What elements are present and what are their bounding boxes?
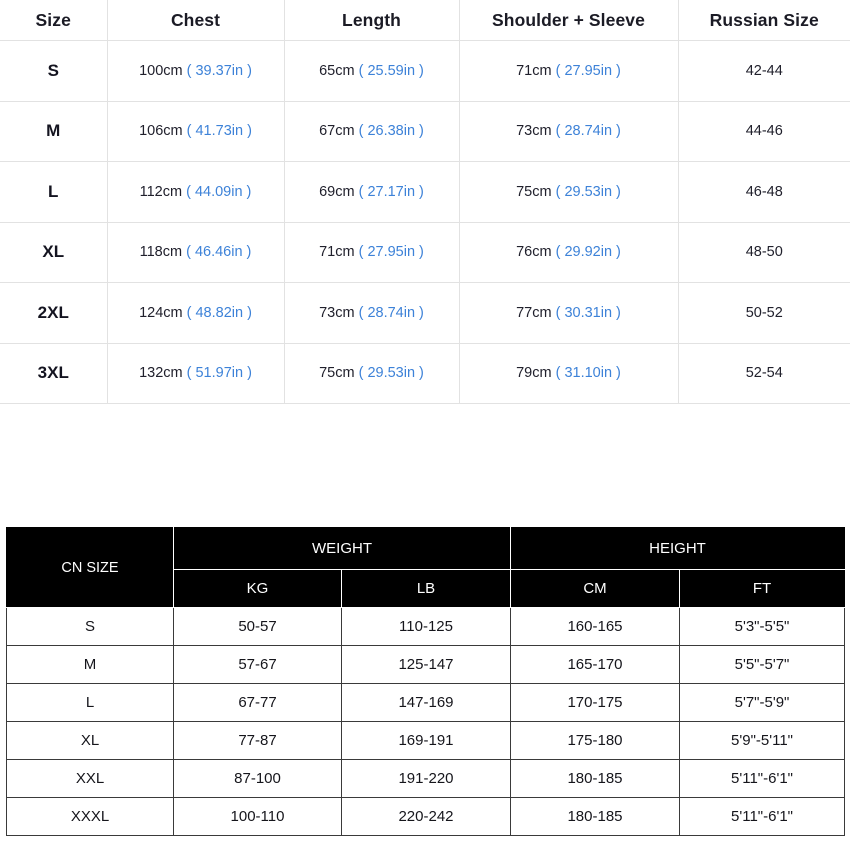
cell-cn-size: M [7, 646, 174, 684]
chest-cm: 106cm [139, 123, 183, 140]
length-measure [319, 184, 424, 200]
cell-length [284, 283, 459, 344]
shoulder-cm: 73cm [516, 123, 552, 140]
length-cm: 65cm [319, 62, 355, 79]
cell-weight-kg: 57-67 [174, 646, 342, 684]
cell-size [0, 41, 107, 102]
column-group-header-weight: WEIGHT [174, 528, 511, 570]
chest-in: ( 41.73in ) [186, 123, 252, 140]
length-cm: 67cm [319, 123, 355, 140]
shoulder-in: ( 29.92in ) [555, 244, 621, 261]
column-header-chest: Chest [107, 0, 284, 41]
chest-cm: 100cm [139, 62, 183, 79]
size-label: S [47, 60, 59, 80]
chest-in: ( 48.82in ) [186, 304, 252, 321]
cell-height-cm: 160-165 [511, 608, 680, 646]
length-in: ( 27.95in ) [358, 244, 424, 261]
size-chart-body [0, 41, 850, 404]
column-header-shoulder-sleeve: Shoulder + Sleeve [459, 0, 678, 41]
cell-russian-size [678, 162, 850, 223]
table-row [7, 722, 845, 760]
size-label: L [48, 181, 59, 201]
length-in: ( 29.53in ) [358, 365, 424, 382]
length-measure [319, 123, 424, 139]
column-group-header-height: HEIGHT [511, 528, 845, 570]
shoulder-measure [516, 305, 621, 321]
cell-cn-size: XXXL [7, 798, 174, 836]
cell-weight-lb: 169-191 [342, 722, 511, 760]
length-in: ( 27.17in ) [358, 183, 424, 200]
cell-chest [107, 41, 284, 102]
cell-height-ft: 5'11"-6'1" [680, 760, 845, 798]
shoulder-cm: 77cm [516, 304, 552, 321]
cell-russian-size [678, 222, 850, 283]
cn-size-weight-height-table [6, 527, 845, 836]
table-row [0, 101, 850, 162]
table-row [0, 222, 850, 283]
cell-russian-size [678, 343, 850, 404]
chest-cm: 112cm [139, 183, 183, 200]
cell-height-cm: 175-180 [511, 722, 680, 760]
chest-measure [139, 63, 252, 79]
cn-table-body [7, 608, 845, 836]
cell-height-cm: 180-185 [511, 798, 680, 836]
cell-shoulder-sleeve [459, 101, 678, 162]
length-measure [319, 244, 424, 260]
cell-weight-kg: 87-100 [174, 760, 342, 798]
cell-length [284, 41, 459, 102]
size-label: 2XL [37, 302, 69, 322]
shoulder-measure [516, 63, 621, 79]
length-measure [319, 305, 424, 321]
cell-weight-lb: 125-147 [342, 646, 511, 684]
chest-in: ( 44.09in ) [186, 183, 252, 200]
shoulder-measure [516, 184, 621, 200]
cell-weight-lb: 147-169 [342, 684, 511, 722]
cell-shoulder-sleeve [459, 162, 678, 223]
size-label: 3XL [37, 363, 69, 383]
column-header-size: Size [0, 0, 107, 41]
russian-size-value: 48-50 [745, 244, 783, 261]
russian-size-value: 42-44 [745, 62, 783, 79]
table-row [7, 798, 845, 836]
cell-size [0, 101, 107, 162]
cell-weight-kg: 77-87 [174, 722, 342, 760]
cn-table-header-row-groups [7, 528, 845, 570]
column-header-kg: KG [174, 570, 342, 608]
cell-russian-size [678, 101, 850, 162]
length-measure [319, 365, 424, 381]
length-in: ( 28.74in ) [358, 304, 424, 321]
length-cm: 69cm [319, 183, 355, 200]
cell-size [0, 343, 107, 404]
length-measure [319, 63, 424, 79]
cell-cn-size: XXL [7, 760, 174, 798]
cell-height-cm: 170-175 [511, 684, 680, 722]
cell-chest [107, 283, 284, 344]
table-row [0, 283, 850, 344]
shoulder-in: ( 29.53in ) [555, 183, 621, 200]
chest-in: ( 39.37in ) [186, 62, 252, 79]
shoulder-in: ( 30.31in ) [555, 304, 621, 321]
size-label: M [46, 121, 61, 141]
russian-size-value: 44-46 [745, 123, 783, 140]
cell-russian-size [678, 41, 850, 102]
cell-weight-lb: 220-242 [342, 798, 511, 836]
cell-height-ft: 5'3"-5'5" [680, 608, 845, 646]
cell-length [284, 222, 459, 283]
russian-size-value: 46-48 [745, 183, 783, 200]
chest-measure [139, 365, 252, 381]
cell-cn-size: S [7, 608, 174, 646]
cell-length [284, 101, 459, 162]
shoulder-cm: 75cm [516, 183, 552, 200]
cell-size [0, 162, 107, 223]
cell-chest [107, 101, 284, 162]
table-row [0, 41, 850, 102]
cell-height-cm: 165-170 [511, 646, 680, 684]
chest-measure [139, 305, 252, 321]
length-in: ( 26.38in ) [358, 123, 424, 140]
size-label: XL [42, 242, 65, 262]
column-header-lb: LB [342, 570, 511, 608]
table-row [0, 343, 850, 404]
chest-measure [140, 244, 252, 260]
length-cm: 75cm [319, 365, 355, 382]
shoulder-cm: 79cm [516, 365, 552, 382]
cell-length [284, 162, 459, 223]
cell-russian-size [678, 283, 850, 344]
cell-cn-size: L [7, 684, 174, 722]
shoulder-in: ( 28.74in ) [555, 123, 621, 140]
column-header-russian-size: Russian Size [678, 0, 850, 41]
column-header-length: Length [284, 0, 459, 41]
shoulder-in: ( 27.95in ) [555, 62, 621, 79]
russian-size-value: 52-54 [745, 365, 783, 382]
cell-chest [107, 222, 284, 283]
column-header-cm: CM [511, 570, 680, 608]
cell-shoulder-sleeve [459, 343, 678, 404]
size-chart-table [0, 0, 850, 404]
cell-weight-kg: 67-77 [174, 684, 342, 722]
cell-shoulder-sleeve [459, 283, 678, 344]
shoulder-measure [516, 365, 621, 381]
table-row [7, 684, 845, 722]
length-in: ( 25.59in ) [358, 62, 424, 79]
cell-chest [107, 343, 284, 404]
cell-height-ft: 5'5"-5'7" [680, 646, 845, 684]
chest-cm: 118cm [139, 244, 183, 261]
russian-size-value: 50-52 [745, 304, 783, 321]
table-row [7, 608, 845, 646]
table-row [7, 646, 845, 684]
cell-shoulder-sleeve [459, 222, 678, 283]
table-row [0, 162, 850, 223]
length-cm: 73cm [319, 304, 355, 321]
chest-measure [140, 184, 252, 200]
column-header-ft: FT [680, 570, 845, 608]
table-row [7, 760, 845, 798]
cell-size [0, 222, 107, 283]
chest-measure [139, 123, 252, 139]
column-header-cn-size: CN SIZE [7, 528, 174, 608]
chest-in: ( 46.46in ) [186, 244, 252, 261]
cell-chest [107, 162, 284, 223]
cell-cn-size: XL [7, 722, 174, 760]
cell-weight-lb: 191-220 [342, 760, 511, 798]
chest-in: ( 51.97in ) [186, 365, 252, 382]
cell-weight-lb: 110-125 [342, 608, 511, 646]
shoulder-cm: 71cm [516, 62, 552, 79]
shoulder-in: ( 31.10in ) [555, 365, 621, 382]
chest-cm: 132cm [139, 365, 183, 382]
cell-height-ft: 5'7"-5'9" [680, 684, 845, 722]
shoulder-measure [516, 123, 621, 139]
cell-height-ft: 5'9"-5'11" [680, 722, 845, 760]
cell-weight-kg: 50-57 [174, 608, 342, 646]
shoulder-measure [516, 244, 621, 260]
shoulder-cm: 76cm [516, 244, 552, 261]
cell-height-cm: 180-185 [511, 760, 680, 798]
cell-size [0, 283, 107, 344]
chest-cm: 124cm [139, 304, 183, 321]
cell-weight-kg: 100-110 [174, 798, 342, 836]
size-chart-header-row [0, 0, 850, 41]
cell-height-ft: 5'11"-6'1" [680, 798, 845, 836]
cell-shoulder-sleeve [459, 41, 678, 102]
cell-length [284, 343, 459, 404]
length-cm: 71cm [319, 244, 355, 261]
